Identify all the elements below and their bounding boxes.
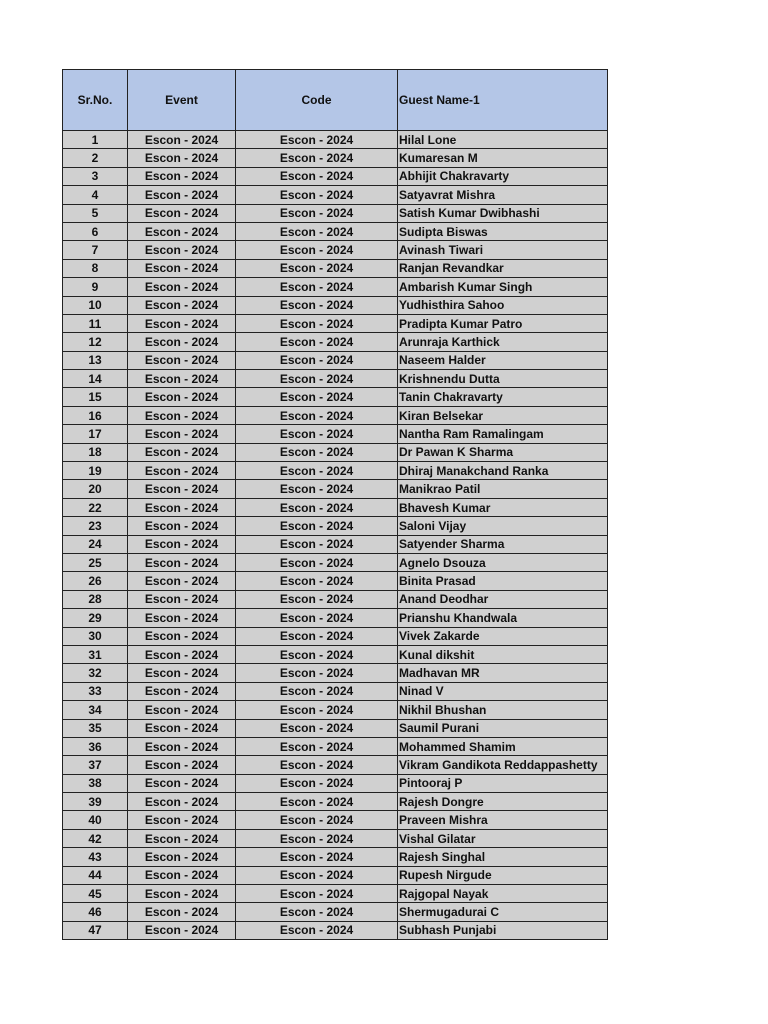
guest-name-cell: Madhavan MR	[398, 664, 608, 682]
guest-name-cell: Abhijit Chakravarty	[398, 167, 608, 185]
table-row	[63, 829, 608, 847]
sr-no-cell: 2	[63, 149, 128, 167]
table-row	[63, 866, 608, 884]
code-cell: Escon - 2024	[236, 462, 398, 480]
guest-name-cell: Ambarish Kumar Singh	[398, 278, 608, 296]
code-cell: Escon - 2024	[236, 903, 398, 921]
code-cell: Escon - 2024	[236, 609, 398, 627]
event-cell: Escon - 2024	[128, 222, 236, 240]
event-cell: Escon - 2024	[128, 590, 236, 608]
sr-no-cell: 13	[63, 351, 128, 369]
event-cell: Escon - 2024	[128, 609, 236, 627]
sr-no-cell: 7	[63, 241, 128, 259]
sr-no-cell: 44	[63, 866, 128, 884]
sr-no-cell: 45	[63, 885, 128, 903]
event-cell: Escon - 2024	[128, 351, 236, 369]
sr-no-cell: 31	[63, 645, 128, 663]
code-cell: Escon - 2024	[236, 866, 398, 884]
header-guest-name: Guest Name-1	[398, 70, 608, 131]
code-cell: Escon - 2024	[236, 480, 398, 498]
sr-no-cell: 33	[63, 682, 128, 700]
event-cell: Escon - 2024	[128, 314, 236, 332]
guest-name-cell: Nantha Ram Ramalingam	[398, 425, 608, 443]
table-row	[63, 793, 608, 811]
code-cell: Escon - 2024	[236, 517, 398, 535]
table-row	[63, 848, 608, 866]
guest-name-cell: Binita Prasad	[398, 572, 608, 590]
table-row	[63, 737, 608, 755]
guest-name-cell: Subhash Punjabi	[398, 921, 608, 939]
table-row	[63, 701, 608, 719]
code-cell: Escon - 2024	[236, 314, 398, 332]
table-row	[63, 241, 608, 259]
event-cell: Escon - 2024	[128, 462, 236, 480]
sr-no-cell: 4	[63, 186, 128, 204]
table-row	[63, 149, 608, 167]
guest-name-cell: Tanin Chakravarty	[398, 388, 608, 406]
sr-no-cell: 32	[63, 664, 128, 682]
code-cell: Escon - 2024	[236, 259, 398, 277]
event-cell: Escon - 2024	[128, 443, 236, 461]
guest-name-cell: Ranjan Revandkar	[398, 259, 608, 277]
guest-name-cell: Yudhisthira Sahoo	[398, 296, 608, 314]
table-header	[63, 70, 608, 131]
event-cell: Escon - 2024	[128, 848, 236, 866]
event-cell: Escon - 2024	[128, 885, 236, 903]
code-cell: Escon - 2024	[236, 737, 398, 755]
guest-name-cell: Krishnendu Dutta	[398, 370, 608, 388]
table-row	[63, 498, 608, 516]
event-cell: Escon - 2024	[128, 793, 236, 811]
sr-no-cell: 17	[63, 425, 128, 443]
sr-no-cell: 6	[63, 222, 128, 240]
table-row	[63, 590, 608, 608]
event-cell: Escon - 2024	[128, 866, 236, 884]
event-cell: Escon - 2024	[128, 204, 236, 222]
event-cell: Escon - 2024	[128, 241, 236, 259]
code-cell: Escon - 2024	[236, 296, 398, 314]
event-cell: Escon - 2024	[128, 921, 236, 939]
event-cell: Escon - 2024	[128, 388, 236, 406]
sr-no-cell: 28	[63, 590, 128, 608]
table-row	[63, 406, 608, 424]
guest-name-cell: Rajgopal Nayak	[398, 885, 608, 903]
guest-name-cell: Agnelo Dsouza	[398, 553, 608, 571]
guest-name-cell: Dr Pawan K Sharma	[398, 443, 608, 461]
code-cell: Escon - 2024	[236, 425, 398, 443]
table-row	[63, 572, 608, 590]
table-row	[63, 204, 608, 222]
guest-name-cell: Dhiraj Manakchand Ranka	[398, 462, 608, 480]
table-row	[63, 296, 608, 314]
sr-no-cell: 42	[63, 829, 128, 847]
code-cell: Escon - 2024	[236, 848, 398, 866]
event-cell: Escon - 2024	[128, 627, 236, 645]
code-cell: Escon - 2024	[236, 443, 398, 461]
header-sr-no: Sr.No.	[63, 70, 128, 131]
code-cell: Escon - 2024	[236, 701, 398, 719]
event-cell: Escon - 2024	[128, 296, 236, 314]
table-row	[63, 609, 608, 627]
guest-name-cell: Praveen Mishra	[398, 811, 608, 829]
guest-name-cell: Shermugadurai C	[398, 903, 608, 921]
table-row	[63, 259, 608, 277]
header-row	[63, 70, 608, 131]
event-cell: Escon - 2024	[128, 664, 236, 682]
table-row	[63, 131, 608, 149]
sr-no-cell: 47	[63, 921, 128, 939]
code-cell: Escon - 2024	[236, 553, 398, 571]
event-cell: Escon - 2024	[128, 811, 236, 829]
code-cell: Escon - 2024	[236, 370, 398, 388]
sr-no-cell: 5	[63, 204, 128, 222]
event-cell: Escon - 2024	[128, 425, 236, 443]
event-cell: Escon - 2024	[128, 553, 236, 571]
sr-no-cell: 38	[63, 774, 128, 792]
event-cell: Escon - 2024	[128, 406, 236, 424]
guest-name-cell: Rajesh Singhal	[398, 848, 608, 866]
table-row	[63, 682, 608, 700]
code-cell: Escon - 2024	[236, 682, 398, 700]
code-cell: Escon - 2024	[236, 572, 398, 590]
table-row	[63, 921, 608, 939]
sr-no-cell: 12	[63, 333, 128, 351]
sr-no-cell: 43	[63, 848, 128, 866]
event-cell: Escon - 2024	[128, 903, 236, 921]
code-cell: Escon - 2024	[236, 388, 398, 406]
sr-no-cell: 22	[63, 498, 128, 516]
table-row	[63, 425, 608, 443]
guest-name-cell: Nikhil Bhushan	[398, 701, 608, 719]
code-cell: Escon - 2024	[236, 131, 398, 149]
code-cell: Escon - 2024	[236, 241, 398, 259]
table-row	[63, 443, 608, 461]
event-cell: Escon - 2024	[128, 737, 236, 755]
sr-no-cell: 34	[63, 701, 128, 719]
guest-name-cell: Saloni Vijay	[398, 517, 608, 535]
guest-name-cell: Vivek Zakarde	[398, 627, 608, 645]
event-cell: Escon - 2024	[128, 682, 236, 700]
table-row	[63, 351, 608, 369]
guest-name-cell: Pradipta Kumar Patro	[398, 314, 608, 332]
table-row	[63, 314, 608, 332]
code-cell: Escon - 2024	[236, 921, 398, 939]
sr-no-cell: 14	[63, 370, 128, 388]
sr-no-cell: 26	[63, 572, 128, 590]
guest-name-cell: Vishal Gilatar	[398, 829, 608, 847]
code-cell: Escon - 2024	[236, 756, 398, 774]
code-cell: Escon - 2024	[236, 885, 398, 903]
table-row	[63, 535, 608, 553]
table-row	[63, 774, 608, 792]
code-cell: Escon - 2024	[236, 664, 398, 682]
event-cell: Escon - 2024	[128, 774, 236, 792]
code-cell: Escon - 2024	[236, 811, 398, 829]
event-cell: Escon - 2024	[128, 167, 236, 185]
code-cell: Escon - 2024	[236, 406, 398, 424]
guest-name-cell: Rajesh Dongre	[398, 793, 608, 811]
code-cell: Escon - 2024	[236, 204, 398, 222]
guest-name-cell: Hilal Lone	[398, 131, 608, 149]
table-row	[63, 553, 608, 571]
guest-name-cell: Satyender Sharma	[398, 535, 608, 553]
table-row	[63, 186, 608, 204]
guest-name-cell: Anand Deodhar	[398, 590, 608, 608]
event-cell: Escon - 2024	[128, 498, 236, 516]
sr-no-cell: 1	[63, 131, 128, 149]
guest-name-cell: Rupesh Nirgude	[398, 866, 608, 884]
event-cell: Escon - 2024	[128, 701, 236, 719]
guest-name-cell: Satyavrat Mishra	[398, 186, 608, 204]
event-cell: Escon - 2024	[128, 186, 236, 204]
guest-name-cell: Vikram Gandikota Reddappashetty	[398, 756, 608, 774]
table-row	[63, 333, 608, 351]
guest-name-cell: Kiran Belsekar	[398, 406, 608, 424]
table-row	[63, 756, 608, 774]
sr-no-cell: 15	[63, 388, 128, 406]
sr-no-cell: 29	[63, 609, 128, 627]
table-row	[63, 885, 608, 903]
table-row	[63, 480, 608, 498]
event-cell: Escon - 2024	[128, 535, 236, 553]
sr-no-cell: 40	[63, 811, 128, 829]
table-body	[63, 131, 608, 940]
event-cell: Escon - 2024	[128, 756, 236, 774]
guest-name-cell: Naseem Halder	[398, 351, 608, 369]
event-cell: Escon - 2024	[128, 829, 236, 847]
table-row	[63, 719, 608, 737]
guest-name-cell: Mohammed Shamim	[398, 737, 608, 755]
table-row	[63, 517, 608, 535]
sr-no-cell: 18	[63, 443, 128, 461]
table-row	[63, 903, 608, 921]
guest-name-cell: Ninad V	[398, 682, 608, 700]
table-row	[63, 222, 608, 240]
code-cell: Escon - 2024	[236, 222, 398, 240]
code-cell: Escon - 2024	[236, 774, 398, 792]
table-row	[63, 645, 608, 663]
sr-no-cell: 24	[63, 535, 128, 553]
sr-no-cell: 11	[63, 314, 128, 332]
event-cell: Escon - 2024	[128, 572, 236, 590]
table-row	[63, 167, 608, 185]
guest-name-cell: Kumaresan M	[398, 149, 608, 167]
sr-no-cell: 35	[63, 719, 128, 737]
table-row	[63, 370, 608, 388]
guest-name-cell: Avinash Tiwari	[398, 241, 608, 259]
header-event: Event	[128, 70, 236, 131]
sr-no-cell: 46	[63, 903, 128, 921]
table-row	[63, 627, 608, 645]
sr-no-cell: 9	[63, 278, 128, 296]
guest-name-cell: Saumil Purani	[398, 719, 608, 737]
event-cell: Escon - 2024	[128, 517, 236, 535]
sr-no-cell: 8	[63, 259, 128, 277]
code-cell: Escon - 2024	[236, 719, 398, 737]
sr-no-cell: 19	[63, 462, 128, 480]
guest-name-cell: Manikrao Patil	[398, 480, 608, 498]
header-code: Code	[236, 70, 398, 131]
code-cell: Escon - 2024	[236, 535, 398, 553]
sr-no-cell: 20	[63, 480, 128, 498]
table-row	[63, 664, 608, 682]
code-cell: Escon - 2024	[236, 590, 398, 608]
code-cell: Escon - 2024	[236, 645, 398, 663]
guest-name-cell: Sudipta Biswas	[398, 222, 608, 240]
guest-name-cell: Pintooraj P	[398, 774, 608, 792]
event-cell: Escon - 2024	[128, 370, 236, 388]
code-cell: Escon - 2024	[236, 333, 398, 351]
sr-no-cell: 37	[63, 756, 128, 774]
sr-no-cell: 3	[63, 167, 128, 185]
sr-no-cell: 23	[63, 517, 128, 535]
event-cell: Escon - 2024	[128, 149, 236, 167]
sr-no-cell: 30	[63, 627, 128, 645]
table-row	[63, 462, 608, 480]
code-cell: Escon - 2024	[236, 149, 398, 167]
guest-name-cell: Arunraja Karthick	[398, 333, 608, 351]
code-cell: Escon - 2024	[236, 793, 398, 811]
event-cell: Escon - 2024	[128, 259, 236, 277]
event-cell: Escon - 2024	[128, 719, 236, 737]
guest-name-cell: Prianshu Khandwala	[398, 609, 608, 627]
table-row	[63, 811, 608, 829]
sr-no-cell: 39	[63, 793, 128, 811]
code-cell: Escon - 2024	[236, 627, 398, 645]
guest-name-cell: Bhavesh Kumar	[398, 498, 608, 516]
code-cell: Escon - 2024	[236, 167, 398, 185]
event-cell: Escon - 2024	[128, 645, 236, 663]
code-cell: Escon - 2024	[236, 498, 398, 516]
event-cell: Escon - 2024	[128, 333, 236, 351]
event-cell: Escon - 2024	[128, 480, 236, 498]
sr-no-cell: 10	[63, 296, 128, 314]
guest-name-cell: Satish Kumar Dwibhashi	[398, 204, 608, 222]
event-cell: Escon - 2024	[128, 131, 236, 149]
sr-no-cell: 36	[63, 737, 128, 755]
guest-name-cell: Kunal dikshit	[398, 645, 608, 663]
code-cell: Escon - 2024	[236, 278, 398, 296]
table-row	[63, 388, 608, 406]
table-row	[63, 278, 608, 296]
event-cell: Escon - 2024	[128, 278, 236, 296]
code-cell: Escon - 2024	[236, 351, 398, 369]
guest-list-table	[62, 69, 608, 940]
code-cell: Escon - 2024	[236, 829, 398, 847]
sr-no-cell: 25	[63, 553, 128, 571]
sr-no-cell: 16	[63, 406, 128, 424]
code-cell: Escon - 2024	[236, 186, 398, 204]
